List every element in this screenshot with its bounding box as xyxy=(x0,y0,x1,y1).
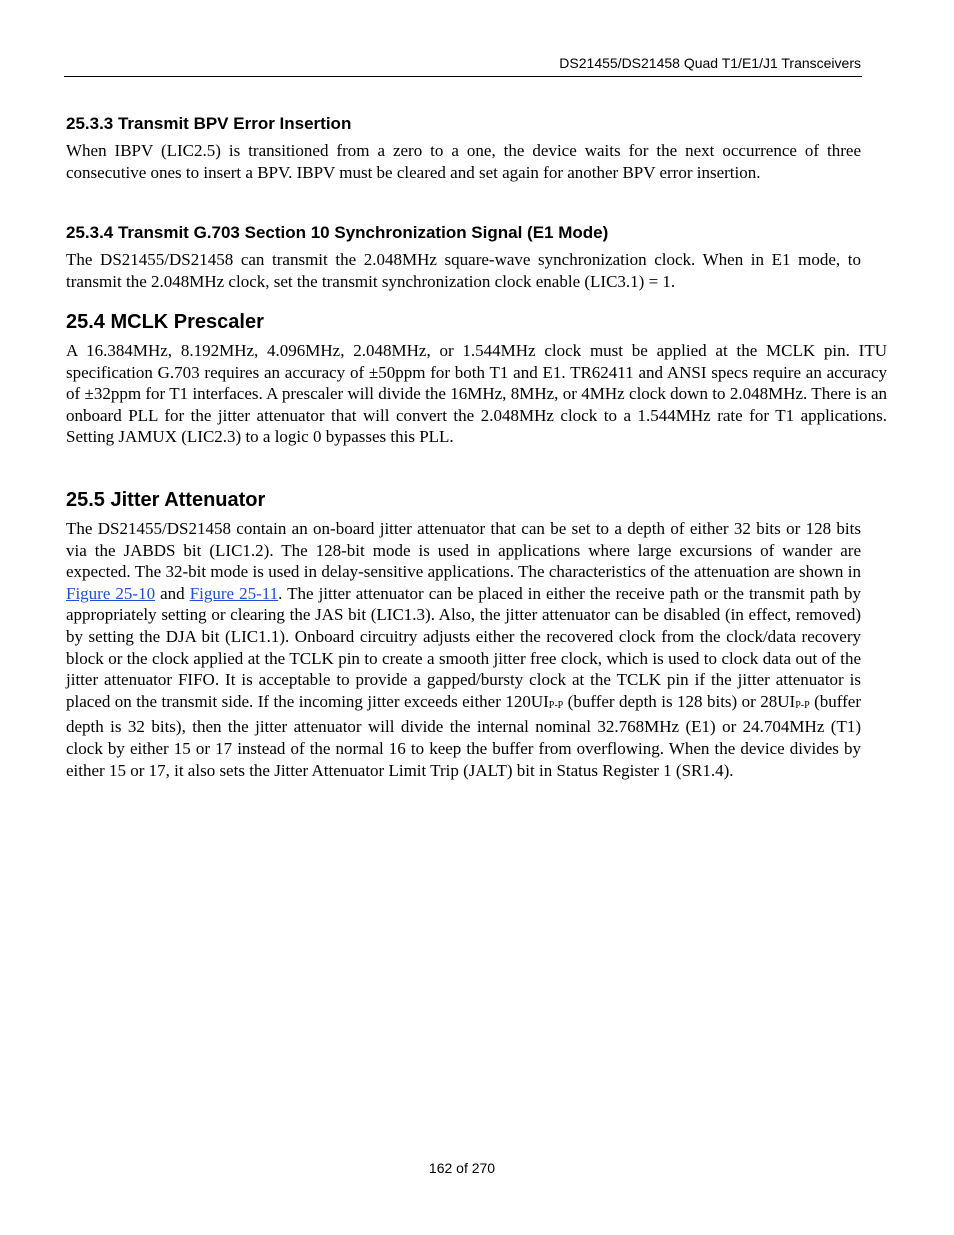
subscript-p-p-2: P-P xyxy=(795,699,810,711)
heading-25-3-3: 25.3.3 Transmit BPV Error Insertion xyxy=(66,114,352,133)
heading-25-5: 25.5 Jitter Attenuator xyxy=(66,489,266,511)
paragraph-jitter-attenuator xyxy=(66,518,861,781)
page-number: 162 of 270 xyxy=(428,1160,496,1176)
header-rule xyxy=(64,76,862,77)
jitter-text-2: . The jitter attenuator can be placed in either the receive path or the transmit path by appropriately setting or clearing the JAS bit (LIC1.3). Also, the jitter attenuator can be disabled (in effect, removed) by setting the DJA bit (LIC1.1). Onboard circuitry adjusts either the recovered clock from the clock/data recovery block or the clock applied at the TCLK pin to create a smooth jitter free clock, which is used to clock data out of the jitter attenuator FIFO. It is acceptable to provide a gapped/bursty clock at the TCLK pin if the jitter attenuator is placed on the transmit side. If the incoming jitter exceeds either 120UI xyxy=(66,583,861,711)
jitter-text-and: and xyxy=(155,583,190,603)
paragraph-g703-sync: The DS21455/DS21458 can transmit the 2.048MHz square-wave synchronization clock. When in E1 mode, to transmit the 2.048MHz clock, set the transmit synchronization clock enable (LIC3.1) = 1. xyxy=(66,250,861,291)
paragraph-bpv-insertion: When IBPV (LIC2.5) is transitioned from a zero to a one, the device waits for the next occurrence of three consecutive ones to insert a BPV. IBPV must be cleared and set again for another BPV error insertion. xyxy=(66,141,861,182)
heading-25-4: 25.4 MCLK Prescaler xyxy=(66,311,264,333)
jitter-text-3: (buffer depth is 128 bits) or 28UI xyxy=(563,691,796,711)
figure-25-11-link[interactable]: Figure 25-11 xyxy=(189,583,279,603)
figure-25-10-link[interactable]: Figure 25-10 xyxy=(66,583,156,603)
jitter-text-4: (buffer depth is 32 bits), then the jitter attenuator will divide the internal nominal 32.768MHz (E1) or 24.704MHz (T1) clock by either 15 or 17 instead of the normal 16 to keep the buffer from overflowing. When the device divides by either 15 or 17, it also sets the Jitter Attenuator Limit Trip (JALT) bit in Status Register 1 (SR1.4). xyxy=(66,691,861,780)
jitter-text-1: The DS21455/DS21458 contain an on-board jitter attenuator that can be set to a depth of either 32 bits or 128 bits via the JABDS bit (LIC1.2). The 128-bit mode is used in applications where large excursions of wander are expected. The 32-bit mode is used in delay-sensitive applications. The characteristics of the attenuation are shown in xyxy=(66,519,861,582)
paragraph-mclk-prescaler: A 16.384MHz, 8.192MHz, 4.096MHz, 2.048MHz, or 1.544MHz clock must be applied at the MCLK pin. ITU specification G.703 requires an accuracy of ±50ppm for both T1 and E1. TR62411 and ANSI specs require an accuracy of ±32ppm for T1 interfaces. A prescaler will divide the 16MHz, 8MHz, or 4MHz clock down to 2.048MHz. There is an onboard PLL for the jitter attenuator that will convert the 2.048MHz clock to a 1.544MHz rate for T1 applications. Setting JAMUX (LIC2.3) to a logic 0 bypasses this PLL. xyxy=(66,341,887,447)
document-header: DS21455/DS21458 Quad T1/E1/J1 Transceivers xyxy=(559,55,861,71)
subscript-p-p-1: P-P xyxy=(548,699,564,711)
heading-25-3-4: 25.3.4 Transmit G.703 Section 10 Synchronization Signal (E1 Mode) xyxy=(66,223,609,242)
